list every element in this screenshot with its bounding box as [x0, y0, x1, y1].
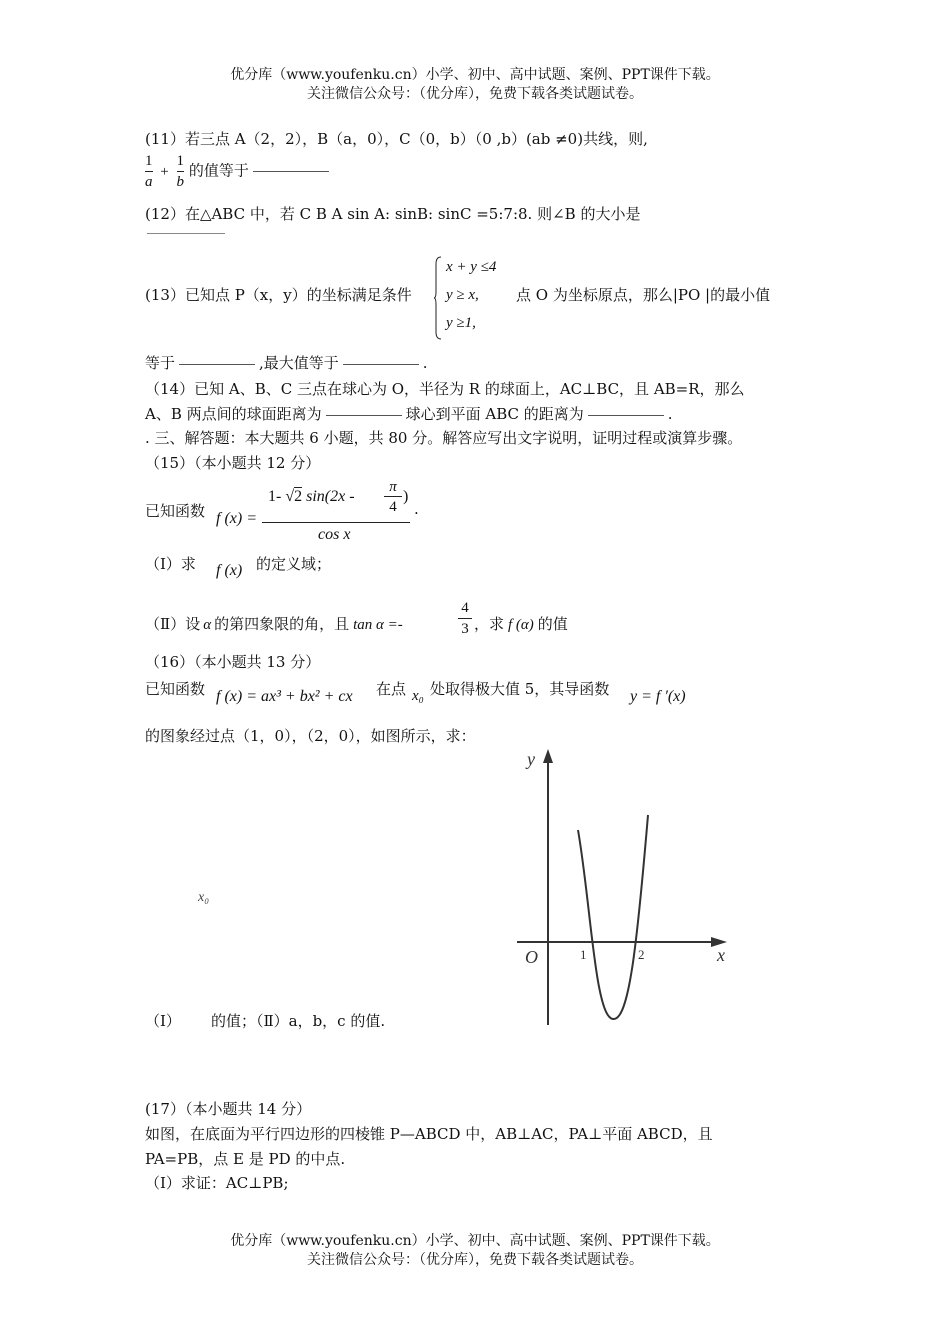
q17-part-1: （Ⅰ）求证：AC⊥PB;: [145, 1174, 289, 1192]
q12-text: (12）在△ABC 中，若 C B A sin A: sinB: sinC =5:7:8. 则∠B 的大小是: [145, 205, 641, 223]
q15-period: .: [414, 500, 419, 518]
q17-line-2: PA=PB，点 E 是 PD 的中点.: [145, 1150, 346, 1168]
q11-frac-1: $\frac{1}{a}$: [145, 153, 153, 190]
q15-tan-frac: 4 3: [458, 598, 472, 639]
q16-at: 在点: [376, 680, 407, 698]
section-3-heading: . 三、解答题：本大题共 6 小题，共 80 分。解答应写出文字说明，证明过程或演算步骤。: [145, 429, 743, 447]
q15-pi-frac: π 4: [384, 478, 402, 517]
q16-intro: 已知函数: [145, 680, 206, 698]
q16-mid: 处取得极大值 5，其导函数: [430, 680, 610, 698]
header-line-1: 优分库（www.youfenku.cn）小学、初中、高中试题、案例、PPT课件下载。: [230, 67, 720, 83]
q16-line-2: 的图象经过点（1，0），（2，0），如图所示，求：: [145, 727, 476, 745]
q16-func: f (x) = ax³ + bx² + cx: [216, 688, 353, 705]
q16-x0: x₀: [412, 688, 424, 704]
q13-line-2: 等于 ,最大值等于 .: [145, 354, 428, 372]
graph-origin-label: O: [525, 947, 538, 967]
q15-numerator: 1- √2 sin(2x -: [268, 488, 355, 505]
q11-text: (11）若三点 A（2，2），B（a，0），C（0，b）（0 ,b）(ab ≠0)共线，则,: [145, 130, 648, 148]
q15-num-close: ): [403, 488, 409, 505]
q13-cond-2: y ≥ x,: [446, 287, 479, 303]
q15-intro: 已知函数: [145, 502, 206, 520]
q17-title: (17）（本小题共 14 分）: [145, 1100, 312, 1118]
q13-after: 点 O 为坐标原点，那么|PO |的最小值: [516, 286, 771, 304]
q13-text: (13）已知点 P（x，y）的坐标满足条件: [145, 286, 412, 304]
q16-title: （16）（本小题共 13 分）: [145, 653, 321, 671]
q17-line-1: 如图，在底面为平行四边形的四棱锥 P—ABCD 中，AB⊥AC，PA⊥平面 ABCD，且: [145, 1125, 713, 1143]
q15-part-2: （Ⅱ）设 α 的第四象限的角，且 tan α =-: [145, 615, 403, 633]
y-axis-arrow-icon: [543, 749, 553, 763]
header-line-2: 关注微信公众号：（优分库），免费下载各类试题试卷。: [307, 86, 643, 102]
q15-fraction-bar: [262, 522, 410, 523]
q14-line-2: A、B 两点间的球面距离为 球心到平面 ABC 的距离为 .: [145, 405, 673, 423]
q15-title: （15）（本小题共 12 分）: [145, 454, 321, 472]
graph-y-label: y: [527, 749, 535, 769]
parabola-curve: [578, 815, 648, 1019]
graph-tick-1: 1: [580, 947, 587, 962]
q16-parts: （Ⅰ） 的值；（Ⅱ）a，b，c 的值.: [145, 1012, 386, 1030]
q15-denominator: cos x: [318, 526, 351, 543]
q11-expression: [145, 151, 333, 192]
q11-answer-blank: [253, 171, 329, 172]
q11-frac-2: $\frac{1}{b}$: [176, 153, 185, 190]
q15-part-1-f: f (x): [216, 562, 243, 579]
q16-derivative: y = f ′(x): [630, 688, 686, 705]
q13-cond-3: y ≥1,: [446, 315, 476, 331]
q15-f-lhs: f (x) =: [216, 510, 257, 527]
footer-line-2: 关注微信公众号：（优分库），免费下载各类试题试卷。: [307, 1252, 643, 1268]
q15-part-1-tail: 的定义域；: [256, 555, 332, 573]
graph-tick-2: 2: [638, 947, 645, 962]
q11-plus: +: [160, 163, 169, 180]
sqrt-icon: √: [285, 488, 295, 505]
q12-answer-blank: [147, 233, 225, 234]
q16-x0-label: x₀: [198, 890, 210, 905]
q15-part-2-tail: ，求 f (α) 的值: [474, 615, 568, 633]
graph-x-label: x: [717, 945, 725, 965]
q13-cond-1: x + y ≤4: [446, 259, 497, 275]
q15-part-1: （Ⅰ）求: [145, 555, 196, 573]
footer-line-1: 优分库（www.youfenku.cn）小学、初中、高中试题、案例、PPT课件下载。: [230, 1233, 720, 1249]
derivative-graph: [505, 745, 745, 1030]
q14-line-1: （14）已知 A、B、C 三点在球心为 O，半径为 R 的球面上，AC⊥BC，且 AB=R，那么: [145, 380, 745, 398]
q11-tail: 的值等于: [188, 161, 249, 180]
q13-brace: [434, 256, 442, 340]
